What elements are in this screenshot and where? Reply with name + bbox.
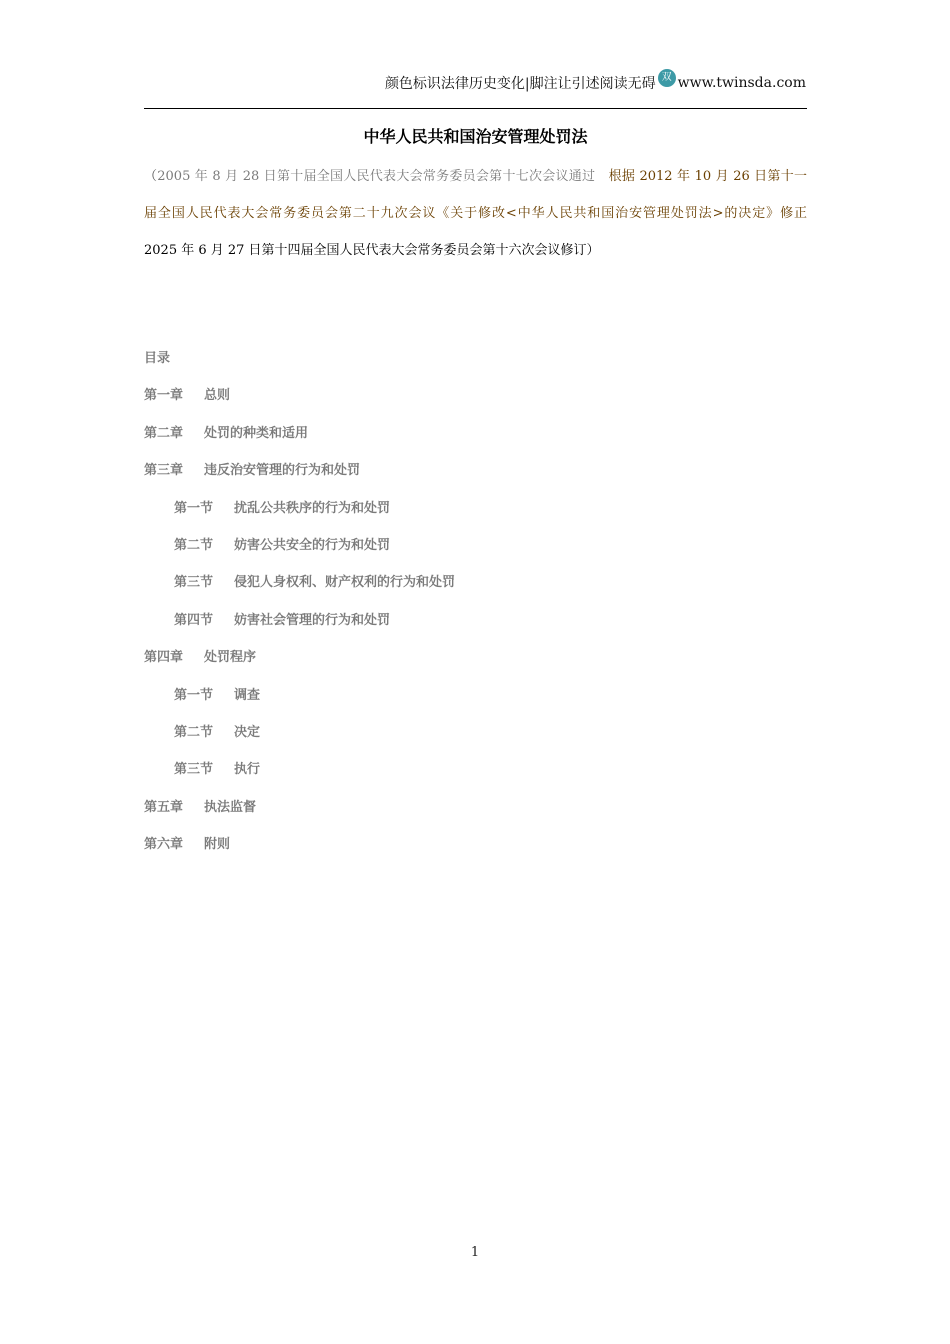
toc-heading: 目录 <box>144 351 171 366</box>
toc-title: 附则 <box>204 837 231 853</box>
history-2012-amendment: 根据 2012 年 10 月 26 日第十一届全国人民代表大会常务委员会第二十九次会议《关于修改<中华人民共和国治安管理处罚法>的决定》修正 <box>144 169 807 221</box>
history-original-enactment: 2005 年 8 月 28 日第十届全国人民代表大会常务委员会第十七次会议通过 <box>157 169 596 184</box>
toc-chapter[interactable] <box>144 377 807 414</box>
toc-section[interactable] <box>144 677 807 714</box>
page-header <box>144 70 806 96</box>
toc-title: 妨害社会管理的行为和处罚 <box>234 612 391 628</box>
toc-title: 总则 <box>204 388 231 404</box>
page-number: 1 <box>470 1245 480 1260</box>
toc-number: 第一节 <box>174 687 214 703</box>
toc-title: 决定 <box>234 724 261 740</box>
toc-chapter[interactable] <box>144 826 807 863</box>
toc-title: 调查 <box>234 687 261 703</box>
history-2025-revision: 2025 年 6 月 27 日第十四届全国人民代表大会常务委员会第十六次会议修订） <box>144 243 600 258</box>
header-site-link[interactable]: www.twinsda.com <box>677 75 806 91</box>
header-divider <box>144 108 807 109</box>
toc-number: 第六章 <box>144 837 184 853</box>
toc-title: 扰乱公共秩序的行为和处罚 <box>234 500 391 516</box>
document-title: 中华人民共和国治安管理处罚法 <box>363 127 588 146</box>
toc-title: 妨害公共安全的行为和处罚 <box>234 537 391 553</box>
toc-number: 第四章 <box>144 650 184 666</box>
toc-number: 第一节 <box>174 500 214 516</box>
toc-number: 第三节 <box>174 762 214 778</box>
toc-chapter[interactable] <box>144 639 807 676</box>
toc-number: 第二章 <box>144 425 184 441</box>
toc-chapter[interactable] <box>144 415 807 452</box>
history-open-paren: （ <box>144 169 158 184</box>
twinsda-logo-icon: 双 <box>658 69 676 87</box>
toc-title: 处罚程序 <box>204 650 257 666</box>
table-of-contents <box>144 340 807 863</box>
toc-title: 处罚的种类和适用 <box>204 425 309 441</box>
toc-chapter[interactable] <box>144 452 807 489</box>
toc-number: 第三节 <box>174 575 214 591</box>
header-tagline: 颜色标识法律历史变化|脚注让引述阅读无碍 <box>384 76 656 92</box>
toc-title: 侵犯人身权利、财产权利的行为和处罚 <box>234 575 456 591</box>
toc-section[interactable] <box>144 490 807 527</box>
toc-section[interactable] <box>144 714 807 751</box>
toc-number: 第三章 <box>144 463 184 479</box>
toc-number: 第二节 <box>174 537 214 553</box>
enactment-history <box>144 158 807 269</box>
toc-title: 执行 <box>234 762 261 778</box>
toc-chapter[interactable] <box>144 789 807 826</box>
toc-section[interactable] <box>144 564 807 601</box>
toc-number: 第一章 <box>144 388 184 404</box>
toc-section[interactable] <box>144 602 807 639</box>
toc-number: 第五章 <box>144 799 184 815</box>
toc-number: 第四节 <box>174 612 214 628</box>
toc-section[interactable] <box>144 751 807 788</box>
toc-section[interactable] <box>144 527 807 564</box>
toc-title: 违反治安管理的行为和处罚 <box>204 463 361 479</box>
toc-title: 执法监督 <box>204 799 257 815</box>
toc-number: 第二节 <box>174 724 214 740</box>
